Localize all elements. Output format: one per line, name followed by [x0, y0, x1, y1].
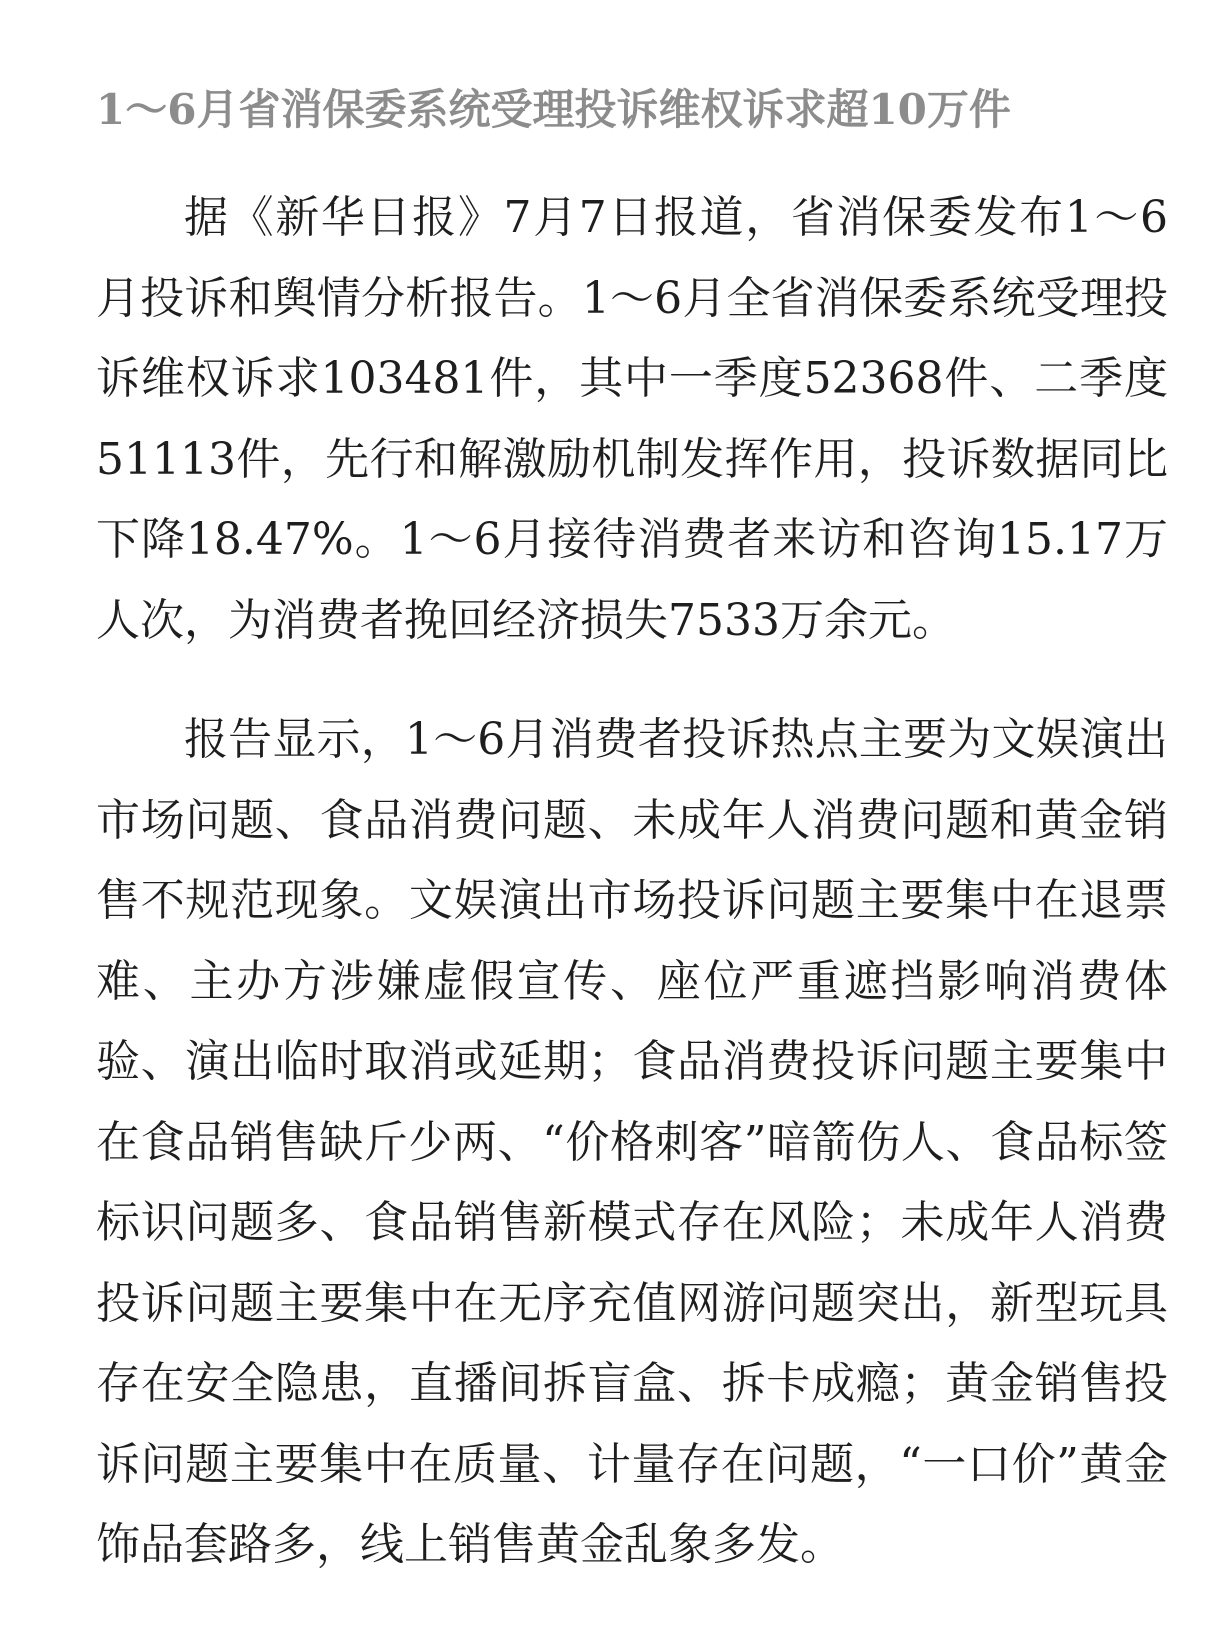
- article-headline: 1～6月省消保委系统受理投诉维权诉求超10万件: [96, 85, 1011, 134]
- article-paragraph-1: 据《新华日报》7月7日报道，省消保委发布1～6月投诉和舆情分析报告。1～6月全省消保委系统受理投诉维权诉求103481件，其中一季度52368件、二季度51113件，先行和解激励机制发挥作用，投诉数据同比下降18.47%。1～6月接待消费者来访和咨询15.17万人次，为消费者挽回经济损失7533万余元。: [96, 192, 1168, 646]
- article-body: [96, 178, 1168, 1586]
- article-paragraph-2: 报告显示，1～6月消费者投诉热点主要为文娱演出市场问题、食品消费问题、未成年人消费问题和黄金销售不规范现象。文娱演出市场投诉问题主要集中在退票难、主办方涉嫌虚假宣传、座位严重遮挡影响消费体验、演出临时取消或延期；食品消费投诉问题主要集中在食品销售缺斤少两、“价格刺客”暗箭伤人、食品标签标识问题多、食品销售新模式存在风险；未成年人消费投诉问题主要集中在无序充值网游问题突出，新型玩具存在安全隐患，直播间拆盲盒、拆卡成瘾；黄金销售投诉问题主要集中在质量、计量存在问题，“一口价”黄金饰品套路多，线上销售黄金乱象多发。: [96, 714, 1168, 1570]
